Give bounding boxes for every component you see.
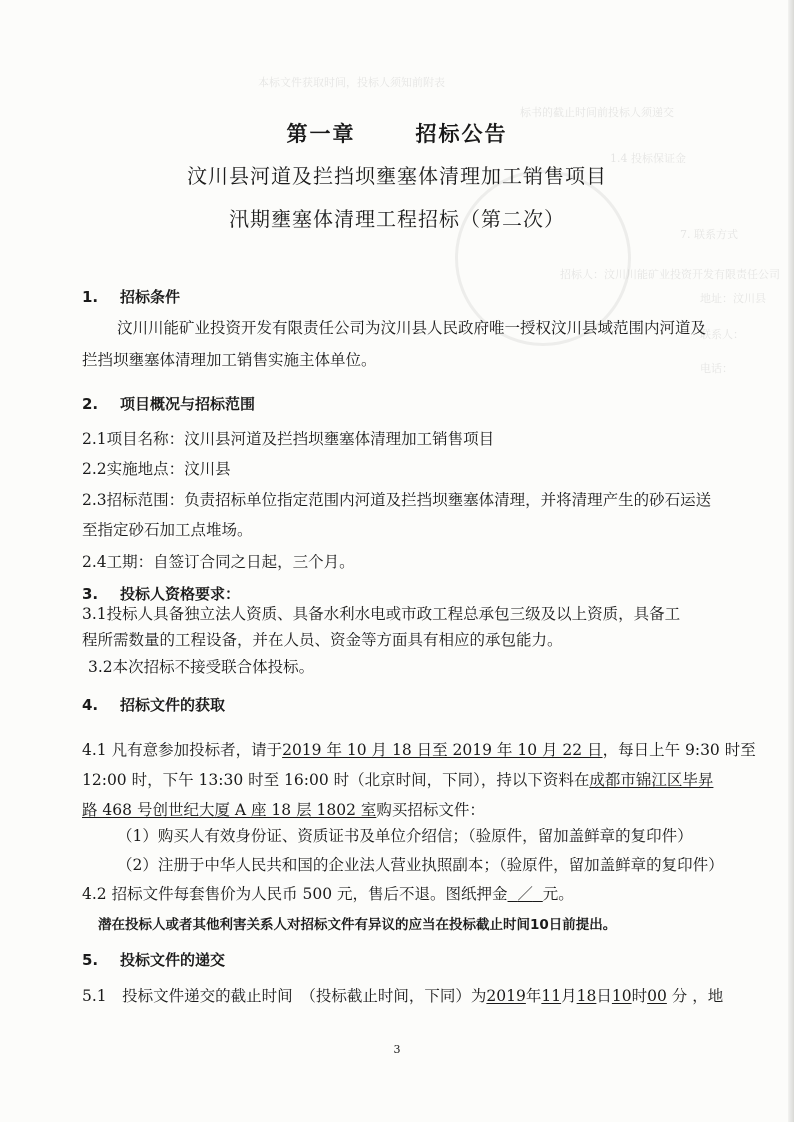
bleed-text: 地址：汶川县 xyxy=(700,292,766,305)
purchase-address: 成都市锦江区毕昇 xyxy=(589,771,714,789)
paragraph-line: 2.1项目名称：汶川县河道及拦挡坝壅塞体清理加工销售项目 xyxy=(82,430,495,448)
section-title: 招标条件 xyxy=(120,288,181,306)
purchase-dates: 2019 年 10 月 18 日至 2019 年 10 月 22 日 xyxy=(282,741,603,759)
bleed-text: 7. 联系方式 xyxy=(680,228,738,241)
purchase-address-cont: 路 468 号创世纪大厦 A 座 18 层 1802 室 xyxy=(82,801,377,819)
paragraph-line: 2.2实施地点：汶川县 xyxy=(82,460,231,478)
text-run: 时 xyxy=(631,987,648,1005)
text-run: 4.1 凡有意参加投标者，请于 xyxy=(82,741,283,759)
paragraph-line xyxy=(82,884,574,904)
list-item: （1）购买人有效身份证、资质证书及单位介绍信；（验原件，留加盖鲜章的复印件） xyxy=(117,827,693,845)
paragraph-line xyxy=(82,770,713,790)
bleed-text: 招标人：汶川川能矿业投资开发有限责任公司 xyxy=(560,268,780,281)
chapter-title: 招标公告 xyxy=(415,122,508,146)
text-run: 分 ，地 xyxy=(666,987,724,1005)
paragraph-line xyxy=(82,800,485,820)
text-run: 12:00 时，下午 13:30 时至 16:00 时（北京时间，下同），持以下资料在 xyxy=(82,771,590,789)
project-subtitle: 汛期壅塞体清理工程招标（第二次） xyxy=(229,207,565,231)
list-item: （2）注册于中华人民共和国的企业法人营业执照副本；（验原件，留加盖鲜章的复印件） xyxy=(117,856,724,874)
bleed-text: 标书的截止时间前投标人须递交 xyxy=(520,106,674,119)
deposit-blank xyxy=(508,885,543,903)
section-3-heading xyxy=(82,583,240,604)
page-number: 3 xyxy=(393,1043,401,1056)
text-run: 月 xyxy=(561,987,577,1005)
section-title: 投标人资格要求： xyxy=(120,585,241,603)
bleed-text: 本标文件获取时间，投标人须知前附表 xyxy=(258,76,445,89)
bleed-text: 电话： xyxy=(700,362,733,375)
objection-notice: 潜在投标人或者其他利害关系人对招标文件有异议的应当在投标截止时间10日前提出。 xyxy=(98,917,617,933)
paragraph-line: 2.3招标范围：负责招标单位指定范围内河道及拦挡坝壅塞体清理，并将清理产生的砂石运送 xyxy=(82,491,712,509)
paragraph-line: 程所需数量的工程设备，并在人员、资金等方面具有相应的承包能力。 xyxy=(82,631,563,649)
paragraph-line: 3.2本次招标不接受联合体投标。 xyxy=(88,658,315,676)
section-4-heading xyxy=(82,694,225,715)
bleed-text: 联系人： xyxy=(700,328,744,341)
paragraph-line: 至指定砂石加工点堆场。 xyxy=(82,521,253,539)
text-run: 4.2 招标文件每套售价为人民币 500 元，售后不退。图纸押金 xyxy=(82,885,508,903)
deadline-minute: 00 xyxy=(647,987,667,1005)
deadline-hour: 10 xyxy=(611,987,632,1005)
chapter-number: 第一章 xyxy=(286,122,356,146)
deadline-day: 18 xyxy=(576,987,597,1005)
deadline-year: 2019 xyxy=(486,987,526,1005)
paragraph-line: 2.4工期：自签订合同之日起，三个月。 xyxy=(82,553,355,571)
section-number: 5. xyxy=(82,951,99,969)
section-number: 4. xyxy=(82,696,99,714)
section-title: 项目概况与招标范围 xyxy=(120,395,256,413)
section-number: 2. xyxy=(82,395,99,413)
text-run: 年 xyxy=(525,987,542,1005)
deposit-value: ／ xyxy=(517,885,533,903)
text-run: 5.1 投标文件递交的截止时间 （投标截止时间，下同）为 xyxy=(82,987,487,1005)
bleed-text: 1.4 投标保证金 xyxy=(610,152,686,165)
text-run: ，每日上午 9:30 时至 xyxy=(602,741,756,759)
project-title: 汶川县河道及拦挡坝壅塞体清理加工销售项目 xyxy=(187,164,607,188)
section-number: 3. xyxy=(82,585,99,603)
section-1-heading xyxy=(82,286,180,307)
text-run: 元。 xyxy=(542,885,574,903)
paragraph-line xyxy=(82,740,756,760)
text-run: 购买招标文件： xyxy=(376,801,485,819)
section-number: 1. xyxy=(82,288,99,306)
deadline-month: 11 xyxy=(541,987,562,1005)
paragraph-line: 拦挡坝壅塞体清理加工销售实施主体单位。 xyxy=(82,351,377,369)
section-5-heading xyxy=(82,949,225,970)
section-title: 投标文件的递交 xyxy=(120,951,226,969)
paragraph-line: 3.1投标人具备独立法人资质、具备水利水电或市政工程总承包三级及以上资质，具备工 xyxy=(82,605,681,623)
paragraph-line: 汶川川能矿业投资开发有限责任公司为汶川县人民政府唯一授权汶川县域范围内河道及 xyxy=(117,319,707,337)
section-title: 招标文件的获取 xyxy=(120,696,226,714)
text-run: 日 xyxy=(596,987,612,1005)
chapter-heading xyxy=(0,118,794,148)
section-2-heading xyxy=(82,393,255,414)
paragraph-line xyxy=(82,986,723,1006)
